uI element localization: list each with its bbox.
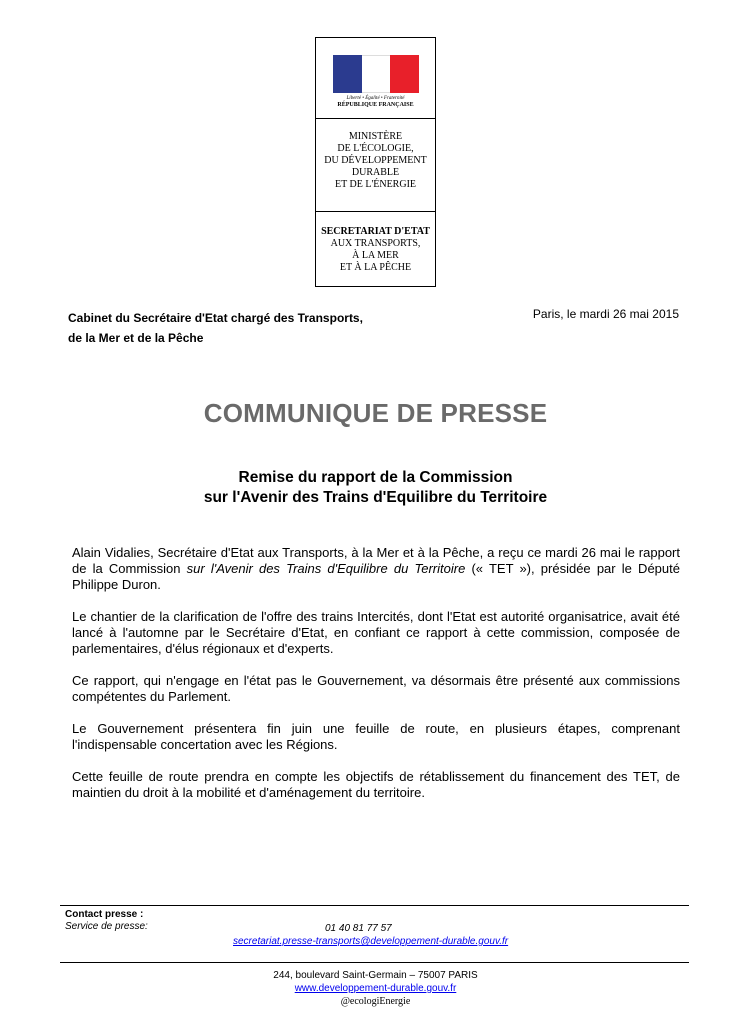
press-subtitle: Remise du rapport de la Commission sur l'Avenir des Trains d'Equilibre du Territoire [203,469,548,506]
contact-email-link[interactable]: secretariat.presse-transports@developpement-durable.gouv.fr [233,936,509,947]
footer-website-link[interactable]: www.developpement-durable.gouv.fr [294,983,457,994]
paragraph: Le chantier de la clarification de l'offre des trains Intercités, dont l'Etat est autorité organisatrice, avait été lancé à l'automne par le Secrétaire d'Etat, en confiant ce rapport à cette commission, composée de parlementaires, d'élus régionaux et d'experts. [72,609,680,656]
paragraph: Cette feuille de route prendra en compte les objectifs de rétablissement du financement des TET, de maintien du droit à la mobilité et d'aménagement du territoire. [72,769,680,800]
press-date: Paris, le mardi 26 mai 2015 [532,307,679,321]
contact-divider [60,905,689,906]
paragraph: Ce rapport, qui n'engage en l'état pas le Gouvernement, va désormais être présenté aux commissions compétentes du Parlement. [72,673,680,704]
page-title: COMMUNIQUE DE PRESSE [203,398,548,428]
footer-divider [60,962,689,963]
logo-divider [316,118,435,119]
footer-twitter: @ecologiEnergie [340,996,411,1007]
page-footer [0,969,751,1008]
footer-address: 244, boulevard Saint-Germain – 75007 PARIS [273,970,478,981]
ministry-name: MINISTÈRE DE L'ÉCOLOGIE, DU DÉVELOPPEMENT DURABLE ET DE L'ÉNERGIE [324,131,427,190]
logo-republic: RÉPUBLIQUE FRANÇAISE [337,102,414,108]
contact-phone: 01 40 81 77 57 [325,923,392,934]
press-contact: Contact presse : Service de presse: [65,909,148,932]
cabinet-heading: Cabinet du Secrétaire d'Etat chargé des Transports, de la Mer et de la Pêche [68,311,363,345]
press-body [72,545,680,817]
logo-motto: Liberté • Égalité • Fraternité [346,96,405,101]
french-flag-icon [333,55,419,93]
paragraph: Alain Vidalies, Secrétaire d'Etat aux Transports, à la Mer et à la Pêche, a reçu ce mardi 26 mai le rapport de la Commission sur l'Avenir des Trains d'Equilibre du Territoire (« TET »), présidée par le Député Philippe Duron. [72,545,680,592]
marianne-logo [316,38,435,116]
logo-divider [316,211,435,212]
paragraph: Le Gouvernement présentera fin juin une feuille de route, en plusieurs étapes, comprenant l'indispensable concertation avec les Régions. [72,721,680,752]
secretariat-name: SECRETARIAT D'ETAT AUX TRANSPORTS, À LA MER ET À LA PÊCHE [321,226,430,273]
ministry-logo [315,37,436,287]
